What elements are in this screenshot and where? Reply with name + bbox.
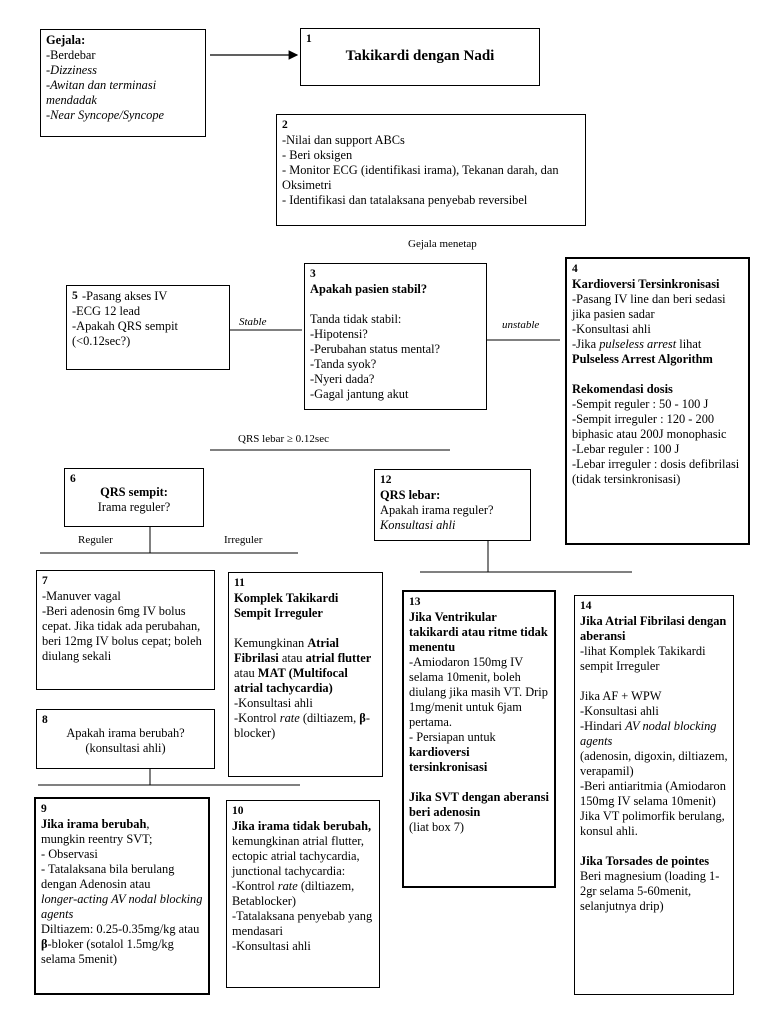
box13-title: Jika Ventrikular takikardi atau ritme tidak menentu [409,610,548,654]
box-7 [36,570,215,690]
box14-tdp-text: Beri magnesium (loading 1-2gr selama 5-60menit, selanjutnya drip) [580,869,720,913]
box10-item: -Konsultasi ahli [232,939,311,953]
box13-svt-title: Jika SVT dengan aberansi beri adenosin [409,790,549,819]
box13-item: - Persiapan untuk [409,730,496,744]
box3-item: -Perubahan status mental? [310,342,441,356]
box3-item: -Gagal jantung akut [310,387,409,401]
label-unstable: unstable [502,319,540,331]
box-2 [276,114,586,226]
box11-item: -Kontrol rate (diltiazem, β-blocker) [234,711,370,740]
box12-subtitle: Apakah irama reguler? [380,503,494,517]
box11-item: -Konsultasi ahli [234,696,313,710]
box3-item: -Hipotensi? [310,327,368,341]
box11-text: Kemungkinan Atrial Fibrilasi atau atrial flutter atau MAT (Multifocal atrial tachycardia) [234,636,372,695]
box4-pulseless: -Jika pulseless arrest lihat [572,337,702,351]
label-irreguler: Irreguler [224,534,263,546]
box9-item: - Tatalaksana bila berulang dengan Adenosin atau [41,862,175,891]
box2-item: - Monitor ECG (identifikasi irama), Tekanan darah, dan Oksimetri [282,163,559,192]
box9-line2: mungkin reentry SVT; [41,832,153,846]
box14-item: (adenosin, digoxin, diltiazem, verapamil) [580,749,728,778]
box-number: 9 [41,803,47,815]
gejala-item: -Dizziness [46,63,97,77]
box-number: 4 [572,263,578,275]
box-10 [226,800,380,988]
box-number: 1 [306,33,312,45]
box-number: 8 [42,714,48,726]
gejala-item: -Awitan dan terminasi mendadak [46,78,157,107]
box9-italic: longer-acting AV nodal blocking agents [41,892,203,921]
box-number: 11 [234,577,245,589]
box-number: 10 [232,805,244,817]
box2-item: - Beri oksigen [282,148,353,162]
box14-item: Jika VT polimorfik berulang, konsul ahli. [580,809,725,838]
box10-item: -Tatalaksana penyebab yang mendasari [232,909,373,938]
box-5 [66,285,230,370]
box14-tdp-title: Jika Torsades de pointes [580,854,710,868]
box14-item: -Beri antiaritmia (Amiodaron 150mg IV selama 10menit) [580,779,726,808]
box5-item: -Pasang akses IV [82,289,168,303]
box14-item: -Konsultasi ahli [580,704,659,718]
box9-item: - Observasi [41,847,98,861]
box13-svt-note: (liat box 7) [409,820,465,834]
box-number: 14 [580,600,592,612]
box14-title: Jika Atrial Fibrilasi dengan aberansi [580,614,727,643]
gejala-title: Gejala: [46,33,86,47]
box-number: 2 [282,119,288,131]
box4-dose: -Sempit reguler : 50 - 100 J [572,397,709,411]
box11-title: Komplek Takikardi Sempit Irreguler [234,591,339,620]
box12-title: QRS lebar: [380,488,441,502]
box4-dose: -Lebar irreguler : dosis defibrilasi (tidak tersinkronisasi) [572,457,740,486]
box-6 [64,468,204,527]
label-stable: Stable [239,316,267,328]
box-number: 13 [409,596,421,608]
box3-item: -Tanda syok? [310,357,377,371]
box-14 [574,595,734,995]
box9-dose: Diltiazem: 0.25-0.35mg/kg atau β-bloker (sotalol 1.5mg/kg selama 5menit) [41,922,200,966]
box14-wpw: Jika AF + WPW [580,689,662,703]
box6-subtitle: Irama reguler? [97,500,171,514]
box12-note: Konsultasi ahli [380,518,456,532]
box-11 [228,572,383,777]
box4-dose: -Lebar reguler : 100 J [572,442,680,456]
box1-title: Takikardi dengan Nadi [345,48,495,64]
box-number: 3 [310,268,316,280]
box4-algorithm: Pulseless Arrest Algorithm [572,352,713,366]
box-8 [36,709,215,769]
box13-cardio: kardioversi tersinkronisasi [409,745,488,774]
label-gejala-menetap: Gejala menetap [408,238,477,250]
box-gejala [40,29,206,137]
box5-item: -Apakah QRS sempit (<0.12sec?) [72,319,178,348]
box9-title: Jika irama berubah, [41,817,150,831]
box-9 [34,797,210,995]
box4-item: -Pasang IV line dan beri sedasi jika pasien sadar [572,292,726,321]
box7-item: -Manuver vagal [42,589,121,603]
box-number: 7 [42,575,48,587]
box5-item: -ECG 12 lead [72,304,141,318]
box-number: 5 [72,290,78,302]
box-4 [565,257,750,545]
box3-title: Apakah pasien stabil? [310,282,428,296]
box7-item: -Beri adenosin 6mg IV bolus cepat. Jika tidak ada perubahan, beri 12mg IV bolus cepat; boleh diulang sekali [42,604,202,663]
box4-dose: -Sempit irreguler : 120 - 200 biphasic atau 200J monophasic [572,412,727,441]
box13-item: -Amiodaron 150mg IV selama 10menit, boleh diulang jika masih VT. Drip 1mg/menit untuk 6jam pertama. [409,655,548,729]
box3-item: -Nyeri dada? [310,372,375,386]
box-13 [402,590,556,888]
box2-item: -Nilai dan support ABCs [282,133,405,147]
box4-title: Kardioversi Tersinkronisasi [572,277,720,291]
box2-item: - Identifikasi dan tatalaksana penyebab reversibel [282,193,528,207]
box-number: 6 [70,473,76,485]
box-12 [374,469,531,541]
box4-dose-title: Rekomendasi dosis [572,382,673,396]
box14-item: -Hindari AV nodal blocking agents [580,719,717,748]
gejala-item: -Near Syncope/Syncope [46,108,165,122]
label-reguler: Reguler [78,534,113,546]
box8-title: Apakah irama berubah? [66,726,185,740]
box10-title: Jika irama tidak berubah, kemungkinan atrial flutter, ectopic atrial tachycardia, junctional tachycardia: [232,819,372,878]
box-3 [304,263,487,410]
gejala-item: -Berdebar [46,48,96,62]
box3-subtitle: Tanda tidak stabil: [310,312,402,326]
box6-title: QRS sempit: [100,485,168,499]
box-1 [300,28,540,86]
box-number: 12 [380,474,392,486]
box10-item: -Kontrol rate (diltiazem, Betablocker) [232,879,355,908]
box14-see: -lihat Komplek Takikardi sempit Irreguler [580,644,706,673]
label-qrs-lebar: QRS lebar ≥ 0.12sec [238,433,329,445]
box4-item: -Konsultasi ahli [572,322,651,336]
box8-subtitle: (konsultasi ahli) [85,741,166,755]
